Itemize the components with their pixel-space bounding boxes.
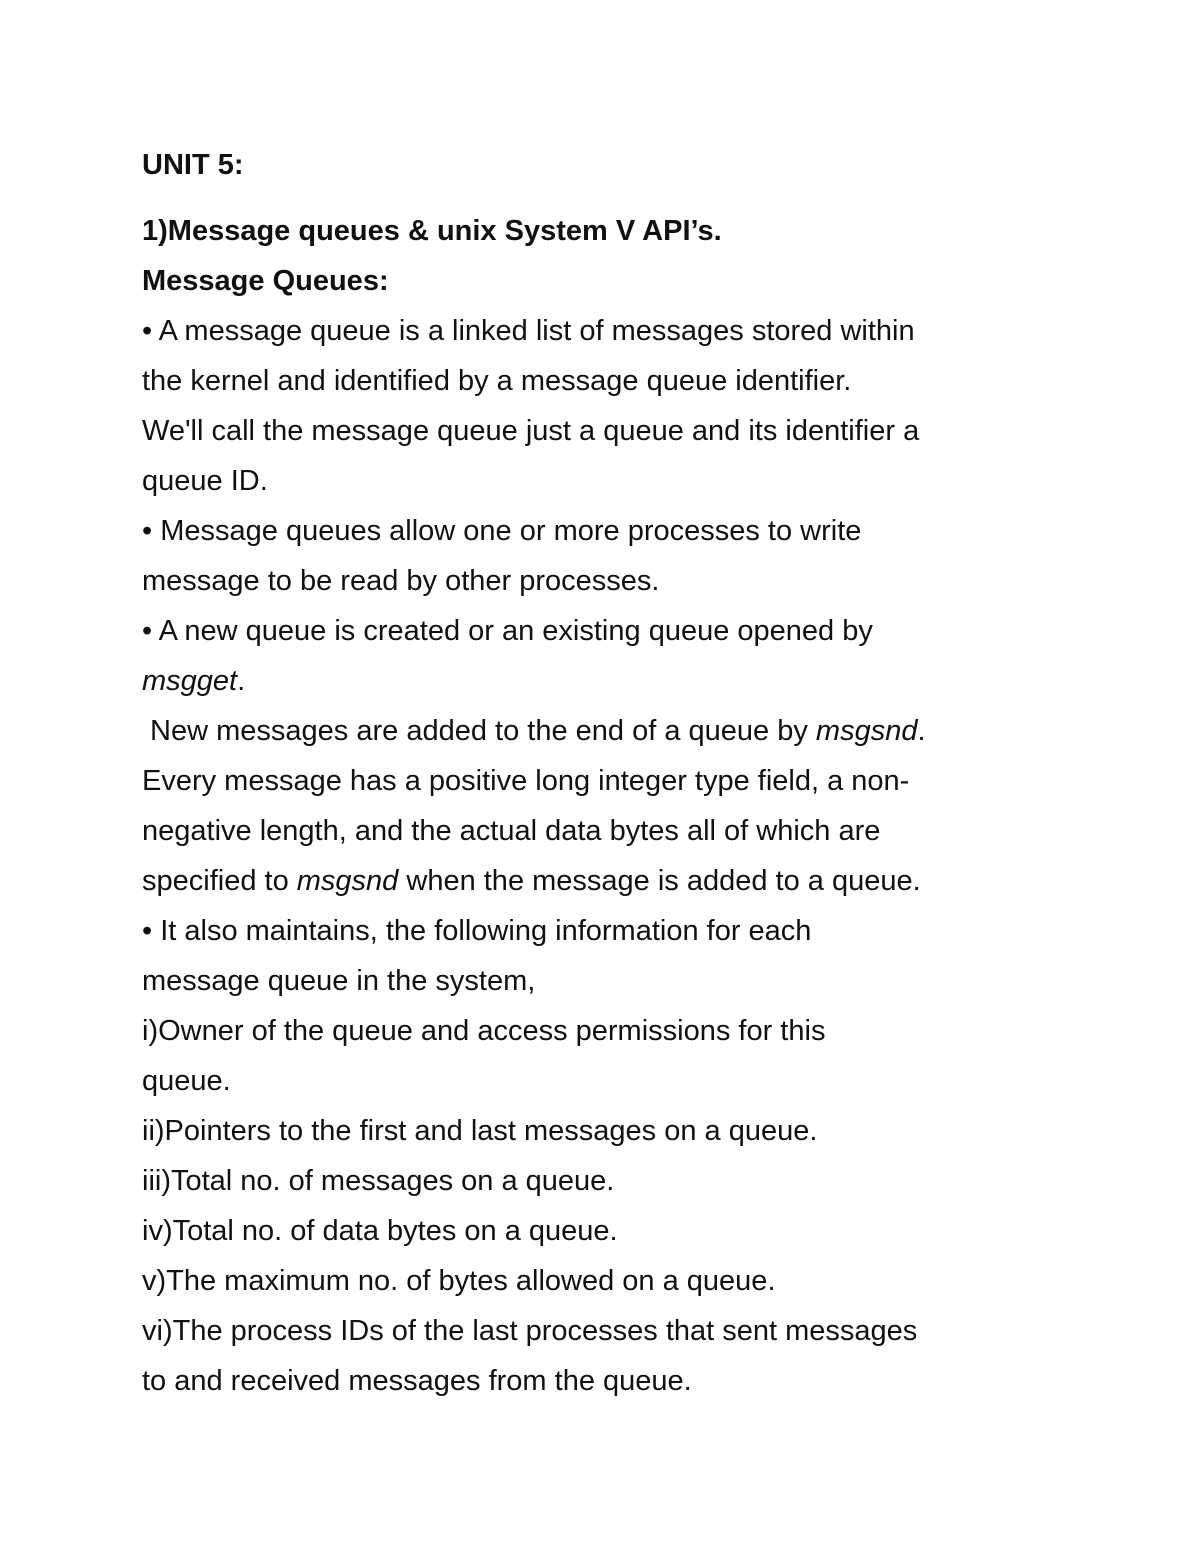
text-line: • It also maintains, the following information for each: [142, 915, 812, 947]
text-line: [142, 706, 1102, 756]
text-fragment: when the message is added to a queue.: [398, 865, 921, 897]
subheading: Message Queues:: [142, 265, 389, 297]
section-heading: 1)Message queues & unix System V API’s.: [142, 215, 722, 247]
text-line: iii)Total no. of messages on a queue.: [142, 1165, 615, 1197]
text-line: negative length, and the actual data bytes all of which are: [142, 815, 881, 847]
text-line: the kernel and identified by a message queue identifier.: [142, 365, 852, 397]
text-line: v)The maximum no. of bytes allowed on a queue.: [142, 1265, 776, 1297]
text-line: • A new queue is created or an existing queue opened by: [142, 615, 873, 647]
text-line: • Message queues allow one or more processes to write: [142, 515, 862, 547]
text-line: We'll call the message queue just a queue and its identifier a: [142, 415, 920, 447]
text-fragment: .: [917, 715, 926, 747]
text-line: [142, 856, 1102, 906]
code-term: msgget: [142, 665, 238, 697]
text-fragment: specified to: [142, 865, 297, 897]
code-term: msgsnd: [296, 865, 399, 897]
text-line: i)Owner of the queue and access permissions for this: [142, 1015, 826, 1047]
text-line: to and received messages from the queue.: [142, 1365, 692, 1397]
text-line: ii)Pointers to the first and last messages on a queue.: [142, 1115, 818, 1147]
document-body: [142, 140, 1102, 1406]
unit-title: UNIT 5:: [142, 149, 244, 181]
code-term: msgsnd: [815, 715, 918, 747]
text-line: vi)The process IDs of the last processes that sent messages: [142, 1315, 918, 1347]
text-line: message queue in the system,: [142, 965, 536, 997]
text-line: iv)Total no. of data bytes on a queue.: [142, 1215, 618, 1247]
text-line: • A message queue is a linked list of messages stored within: [142, 315, 915, 347]
text-fragment: New messages are added to the end of a queue by: [142, 715, 816, 747]
text-fragment: .: [237, 665, 246, 697]
text-line: message to be read by other processes.: [142, 565, 660, 597]
text-line: queue.: [142, 1065, 231, 1097]
text-line: queue ID.: [142, 465, 268, 497]
text-line: [142, 656, 1102, 706]
text-line: Every message has a positive long integer type field, a non-: [142, 765, 910, 797]
